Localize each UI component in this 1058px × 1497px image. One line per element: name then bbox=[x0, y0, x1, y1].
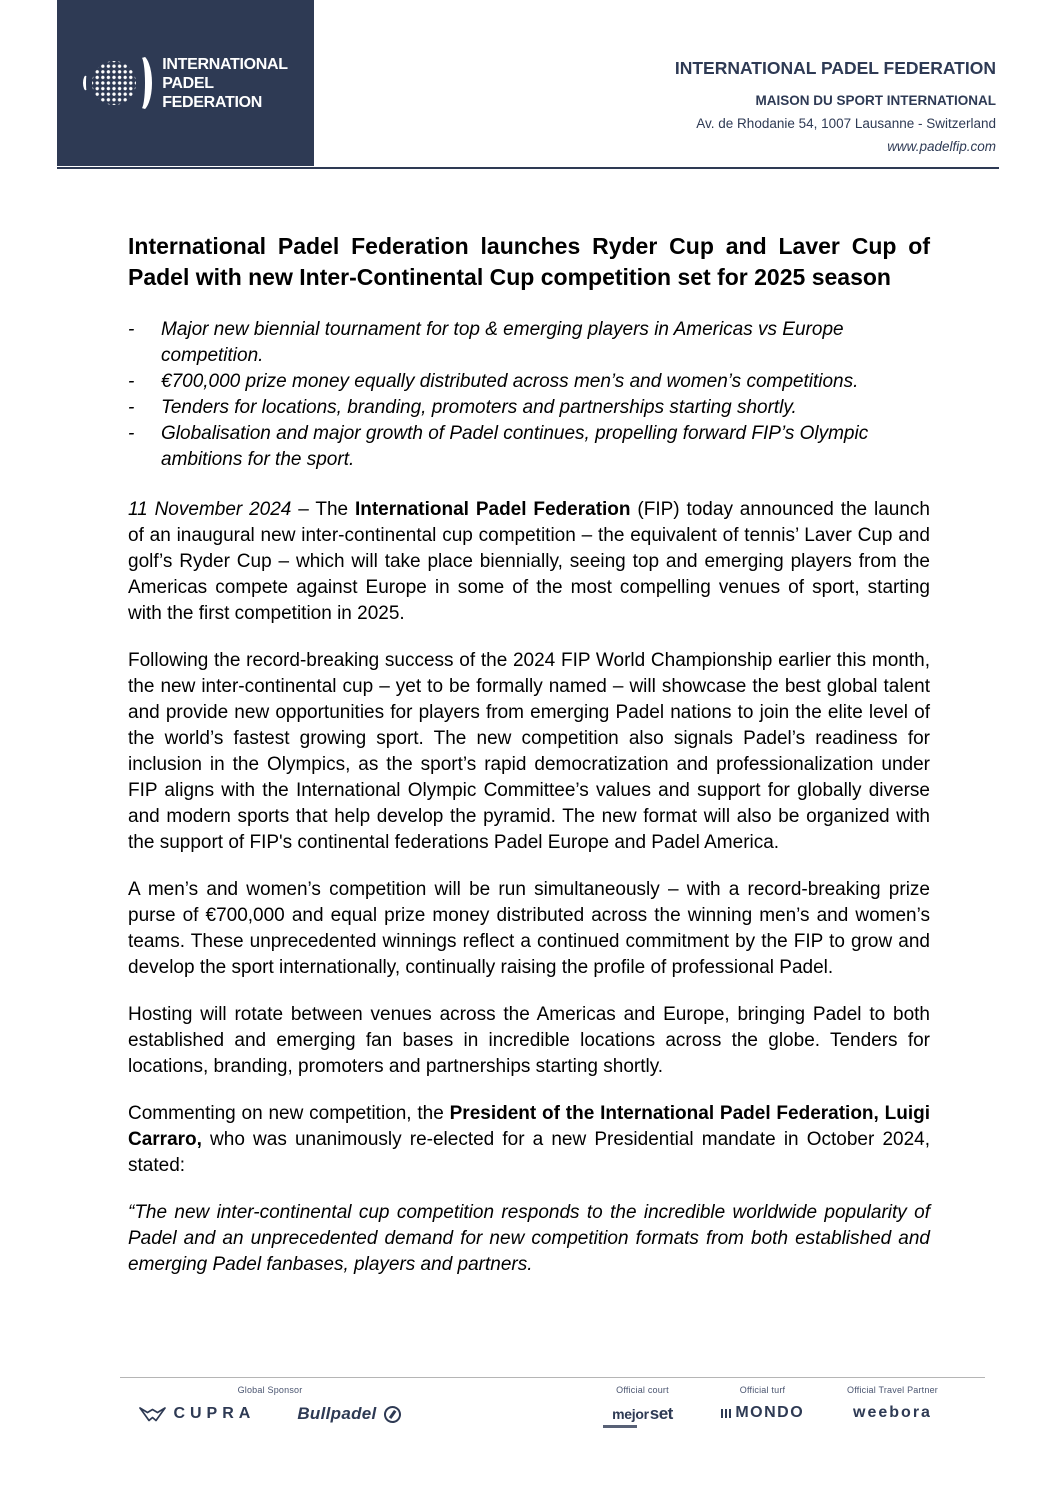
bullpadel-wordmark: Bullpadel bbox=[297, 1404, 377, 1423]
fip-brand-block bbox=[57, 0, 314, 166]
text-run: Following the record-breaking success of the 2024 FIP World Championship earlier this month, the new inter-continental cup – yet to be formally named – will showcase the best global talent and provide new opportunities for players from emerging Padel nations to join the elite level of the world’s fastest growing sport. The new competition also signals Padel’s readiness for inclusion in the Olympics, as the sport’s rapid democratization and professionalization under FIP aligns with the International Olympic Committee’s values and support for globally diverse and modern sports that help develop the pyramid. The new format will also be organized with the support of FIP's continental federations Padel Europe and Padel America. bbox=[128, 650, 930, 853]
bullet-dash: - bbox=[128, 423, 135, 444]
mondo-bars-icon bbox=[721, 1409, 732, 1418]
bullet-item bbox=[128, 395, 930, 421]
paragraph-hosting bbox=[128, 1002, 930, 1080]
page-title: International Padel Federation launches Ryder Cup and Laver Cup of Padel with new Inter-Continental Cup competition set for 2025 season bbox=[128, 233, 930, 290]
global-sponsor-label: Global Sponsor bbox=[237, 1385, 303, 1395]
paragraph-president-intro bbox=[128, 1101, 930, 1179]
text-run: A men’s and women’s competition will be run simultaneously – with a record-breaking prize purse of €700,000 and equal prize money distributed across the winning men’s and women’s teams. These unprecedented winnings reflect a continued commitment by the FIP to grow and develop the sport internationally, continually raising the profile of professional Padel. bbox=[128, 879, 930, 978]
bullet-dash: - bbox=[128, 371, 135, 392]
footer-divider-rule bbox=[120, 1377, 985, 1378]
weebora-wordmark: weebora bbox=[853, 1404, 932, 1421]
text-run: Hosting will rotate between venues across the Americas and Europe, bringing Padel to both established and emerging fan bases in incredible locations across the globe. Tenders for locations, branding, promoters and partnerships starting shortly. bbox=[128, 1004, 930, 1077]
text-run: President of the International Padel Federation, Luigi Carraro, bbox=[128, 1103, 931, 1150]
text-run: – The bbox=[291, 499, 355, 520]
official-turf-group bbox=[705, 1385, 820, 1422]
bullet-item bbox=[128, 421, 930, 473]
paragraph-background bbox=[128, 648, 930, 856]
cupra-emblem-icon bbox=[139, 1406, 166, 1423]
mejorset-logo bbox=[612, 1404, 673, 1424]
org-website: www.padelfip.com bbox=[887, 139, 996, 154]
official-turf-label: Official turf bbox=[739, 1385, 786, 1395]
paragraph-prize-money bbox=[128, 877, 930, 981]
set-wordmark: set bbox=[649, 1404, 673, 1423]
cupra-logo bbox=[139, 1405, 255, 1423]
mejorset-tagline-bar bbox=[603, 1425, 637, 1428]
logo-word-federation: FEDERATION bbox=[162, 93, 263, 111]
paragraph-dateline bbox=[128, 497, 930, 627]
fip-logo bbox=[83, 55, 288, 112]
official-court-label: Official court bbox=[616, 1385, 669, 1395]
letterhead-contact-block bbox=[675, 58, 996, 161]
logo-word-international: INTERNATIONAL bbox=[162, 55, 288, 73]
mejor-wordmark: mejor bbox=[612, 1406, 649, 1422]
press-release-body bbox=[128, 231, 930, 1299]
fip-logo-wordmark bbox=[162, 55, 288, 112]
bullet-text: Major new biennial tournament for top & emerging players in Americas vs Europe competition. bbox=[161, 319, 844, 366]
org-name: INTERNATIONAL PADEL FEDERATION bbox=[674, 58, 996, 78]
official-travel-partner-group bbox=[825, 1385, 960, 1422]
text-run: (FIP) today announced the launch of an inaugural new inter-continental cup competition – the equivalent of tennis’ Laver Cup and golf’s Ryder Cup – which will take place biennially, seeing top and emerging players from the Americas compete against Europe in some of the most compelling venues of sport, starting with the first competition in 2025. bbox=[128, 499, 930, 624]
text-run: “The new inter-continental cup competition responds to the incredible worldwide popularity of Padel and an unprecedented demand for new competition formats from both established and emerging Padel fanbases, players and partners. bbox=[128, 1202, 930, 1275]
paragraph-quote bbox=[128, 1200, 930, 1278]
bullet-text: Globalisation and major growth of Padel continues, propelling forward FIP’s Olympic ambitions for the sport. bbox=[161, 423, 869, 470]
text-run: 11 November 2024 bbox=[128, 499, 292, 520]
bullet-item bbox=[128, 317, 930, 369]
bullet-text: Tenders for locations, branding, promoters and partnerships starting shortly. bbox=[161, 397, 797, 418]
weebora-logo bbox=[853, 1404, 932, 1422]
bullpadel-racket-icon bbox=[382, 1404, 403, 1425]
official-travel-partner-label: Official Travel Partner bbox=[847, 1385, 938, 1395]
org-address: Av. de Rhodanie 54, 1007 Lausanne - Switzerland bbox=[696, 116, 996, 131]
text-run: who was unanimously re-elected for a new Presidential mandate in October 2024, stated: bbox=[128, 1129, 930, 1176]
cupra-wordmark: CUPRA bbox=[173, 1405, 256, 1422]
bullet-item bbox=[128, 369, 930, 395]
summary-bullet-list bbox=[128, 317, 930, 473]
global-sponsor-group bbox=[115, 1385, 425, 1424]
fip-logo-icon bbox=[83, 55, 152, 111]
mondo-logo bbox=[721, 1404, 804, 1422]
logo-right-arc-icon bbox=[130, 55, 152, 111]
text-run: Commenting on new competition, the bbox=[128, 1103, 450, 1124]
header-divider-rule bbox=[57, 167, 999, 169]
text-run: International Padel Federation bbox=[354, 499, 631, 520]
logo-word-padel: PADEL bbox=[162, 74, 214, 92]
logo-left-arc-icon bbox=[83, 75, 90, 91]
bullet-dash: - bbox=[128, 319, 135, 340]
bullet-dash: - bbox=[128, 397, 135, 418]
mondo-wordmark: MONDO bbox=[735, 1404, 805, 1421]
bullpadel-logo bbox=[297, 1404, 400, 1424]
bullet-text: €700,000 prize money equally distributed across men’s and women’s competitions. bbox=[161, 371, 859, 392]
sponsor-footer bbox=[0, 1377, 1058, 1447]
official-court-group bbox=[585, 1385, 700, 1428]
org-building: MAISON DU SPORT INTERNATIONAL bbox=[755, 93, 996, 108]
